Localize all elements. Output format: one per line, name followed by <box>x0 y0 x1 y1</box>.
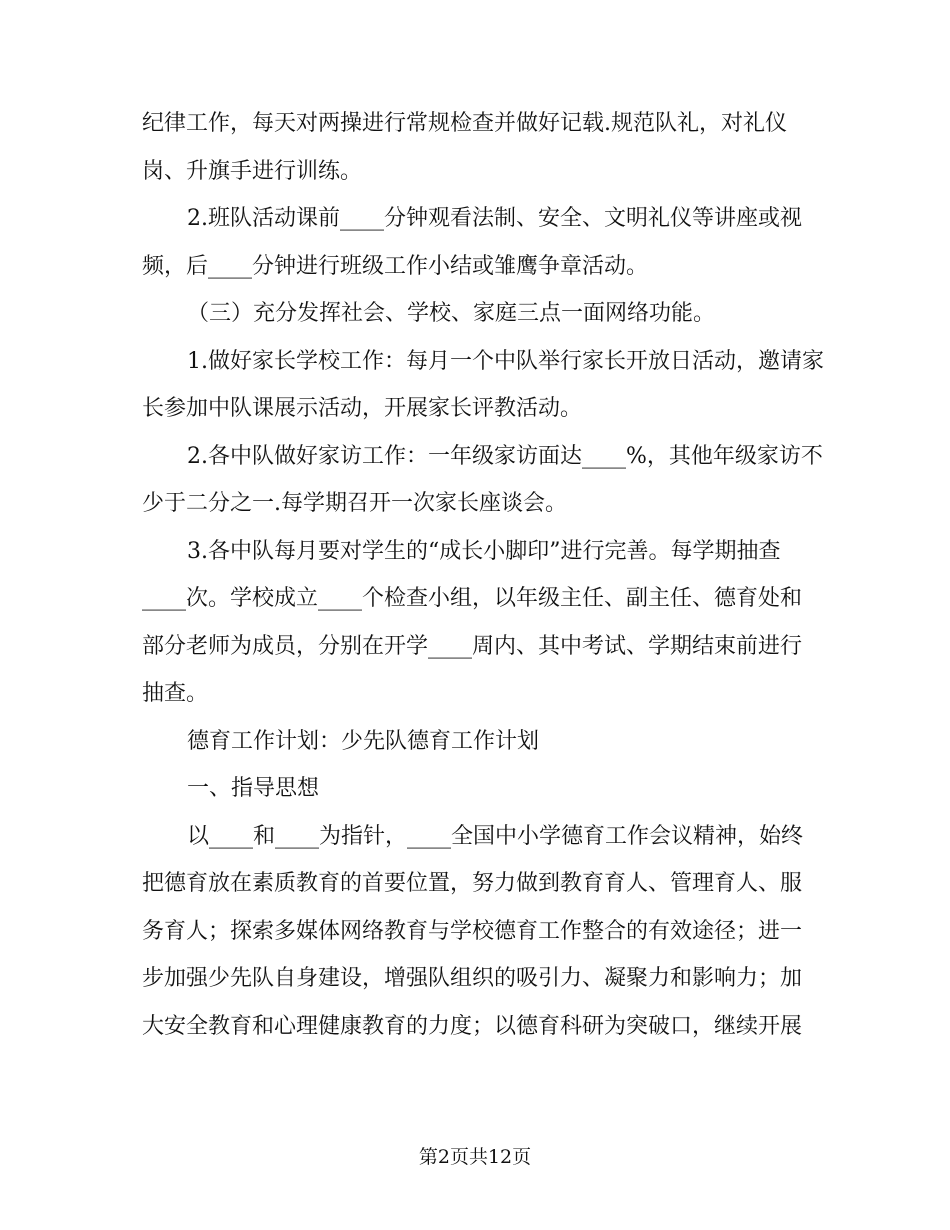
text-line: 以____和____为指针，____全国中小学德育工作会议精神，始终 <box>187 823 804 849</box>
section-heading: （三）充分发挥社会、学校、家庭三点一面网络功能。 <box>187 301 716 326</box>
text-line: 2.班队活动课前____分钟观看法制、安全、文明礼仪等讲座或视 <box>187 206 802 231</box>
page-number: 第2页共12页 <box>418 1146 532 1168</box>
text-line: 2.各中队做好家访工作：一年级家访面达____%，其他年级家访不 <box>187 443 823 469</box>
text-line: 抽查。 <box>142 681 209 706</box>
text-line: 步加强少先队自身建设，增强队组织的吸引力、凝聚力和影响力；加 <box>142 966 803 991</box>
text-line: 1.做好家长学校工作：每月一个中队举行家长开放日活动，邀请家 <box>187 348 824 374</box>
text-line: 把德育放在素质教育的首要位置，努力做到教育育人、管理育人、服 <box>142 871 803 896</box>
text-line: 长参加中队课展示活动，开展家长评教活动。 <box>142 396 583 421</box>
text-line: 岗、升旗手进行训练。 <box>142 158 363 184</box>
text-line: 部分老师为成员，分别在开学____周内、其中考试、学期结束前进行 <box>142 633 803 659</box>
document-body <box>142 100 824 1050</box>
text-line: 大安全教育和心理健康教育的力度；以德育科研为突破口，继续开展 <box>142 1013 803 1039</box>
text-line: 频，后____分钟进行班级工作小结或雏鹰争章活动。 <box>142 253 649 279</box>
text-line: 务育人；探索多媒体网络教育与学校德育工作整合的有效途径；进一 <box>142 918 803 944</box>
text-line: ____次。学校成立____个检查小组，以年级主任、副主任、德育处和 <box>142 586 803 611</box>
document-subtitle: 德育工作计划：少先队德育工作计划 <box>187 728 540 754</box>
text-line: 少于二分之一.每学期召开一次家长座谈会。 <box>142 491 567 516</box>
text-line: 3.各中队每月要对学生的“成长小脚印”进行完善。每学期抽查 <box>187 538 781 564</box>
text-line: 纪律工作，每天对两操进行常规检查并做好记载.规范队礼，对礼仪 <box>142 111 787 136</box>
section-heading: 一、指导思想 <box>187 776 320 801</box>
